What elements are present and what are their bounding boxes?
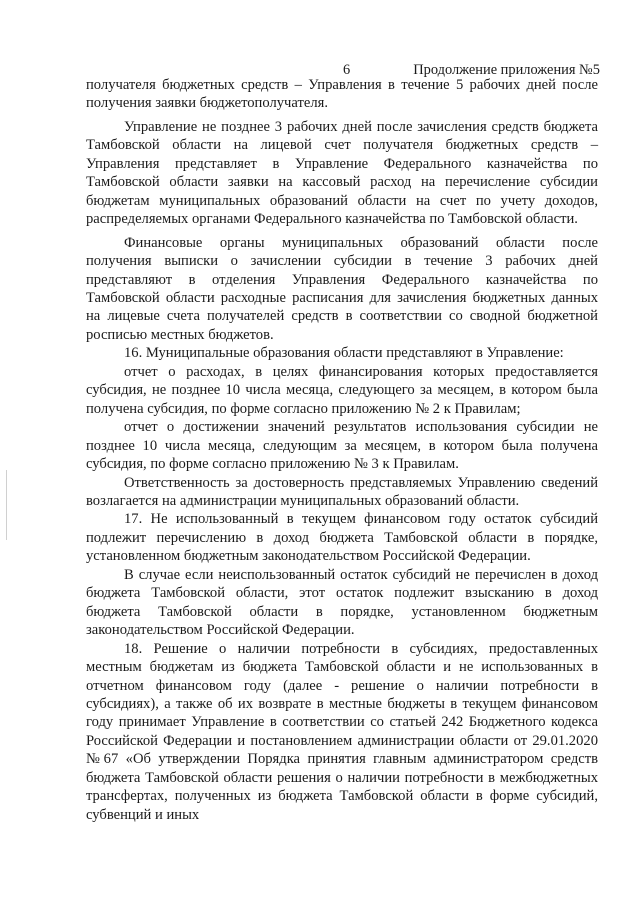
paragraph: Финансовые органы муниципальных образований области после получения выписки о зачислении субсидии в течение 3 рабочих дней представляют в отделения Управления Федерального казначейства по Тамбовской области расходные расписания для зачисления бюджетных данных на лицевые счета получателей средств в соответствии со сводной бюджетной росписью местных бюджетов.	[86, 234, 598, 343]
document-body	[86, 76, 598, 824]
page-number: 6	[343, 62, 351, 78]
paragraph: Ответственность за достоверность представляемых Управлению сведений возлагается на администрации муниципальных образований области.	[86, 474, 598, 509]
scan-edge-mark	[6, 470, 7, 540]
paragraph: Управление не позднее 3 рабочих дней после зачисления средств бюджета Тамбовской области на лицевой счет получателя бюджетных средств – Управления представляет в Управление Федерального казначейства по Тамбовской области заявки на кассовый расход на перечисление субсидии бюджетам муниципальных образований области на счет по учету доходов, распределяемых органами Федерального казначейства по Тамбовской области.	[86, 118, 598, 228]
paragraph-section-16: 16. Муниципальные образования области представляют в Управление:	[124, 345, 564, 362]
appendix-continuation-label: Продолжение приложения №5	[413, 62, 600, 78]
paragraph: отчет о расходах, в целях финансирования которых предоставляется субсидия, не позднее 10 числа месяца, следующего за месяцем, в котором была получена субсидия, по форме согласно приложению № 2 к Правилам;	[86, 363, 598, 417]
paragraph-section-17: 17. Не использованный в текущем финансовом году остаток субсидий подлежит перечислению в доход бюджета Тамбовской области в порядке, установленном бюджетным законодательством Российской Федерации.	[86, 511, 598, 565]
paragraph: отчет о достижении значений результатов использования субсидии не позднее 10 числа месяца, следующим за месяцем, в котором была получена субсидия, по форме согласно приложению № 3 к Правилам.	[86, 419, 598, 473]
paragraph-section-18: 18. Решение о наличии потребности в субсидиях, предоставленных местным бюджетам из бюджета Тамбовской области и не использованных в отчетном финансовом году (далее - решение о наличии потребности в субсидиях), а также об их возврате в местные бюджеты в текущем финансовом году принимает Управление в соответствии со статьей 242 Бюджетного кодекса Российской Федерации и постановлением администрации области от 29.01.2020 №67 «Об утверждении Порядка принятия главным администратором средств бюджета Тамбовской области решения о наличии потребности в межбюджетных трансфертах, полученных из бюджета Тамбовской области в форме субсидий, субвенций и иных	[86, 640, 598, 823]
paragraph: В случае если неиспользованный остаток субсидий не перечислен в доход бюджета Тамбовской области, этот остаток подлежит взысканию в доход бюджета Тамбовской области в порядке, установленном бюджетным законодательством Российской Федерации.	[86, 566, 598, 639]
paragraph-continued: получателя бюджетных средств – Управления в течение 5 рабочих дней после получения заявки бюджетополучателя.	[86, 77, 598, 112]
